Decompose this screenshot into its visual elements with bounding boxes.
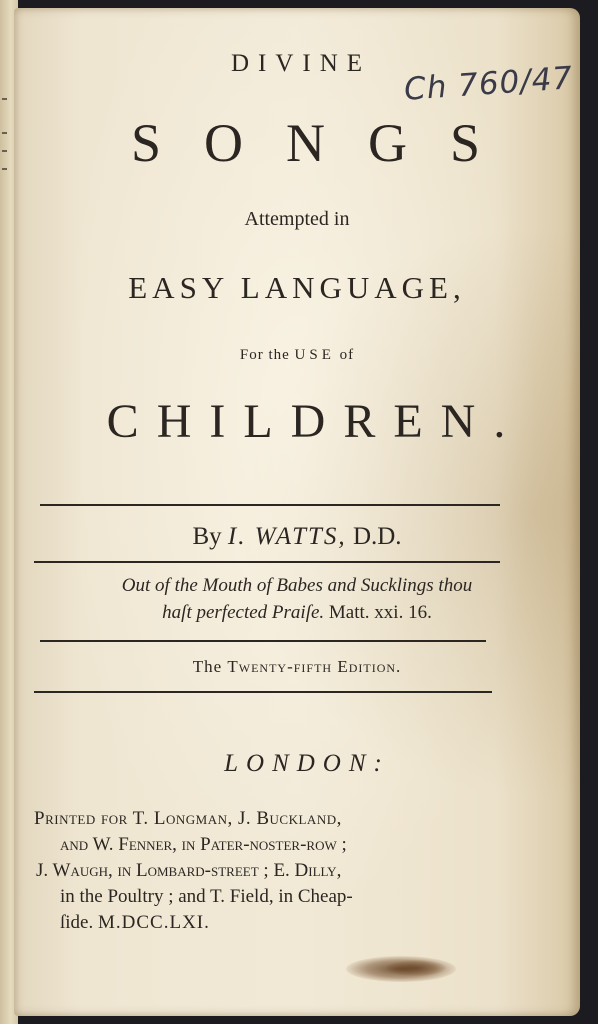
rule-2 — [34, 561, 500, 563]
imprint-side: ſide. — [60, 912, 98, 933]
epigraph-quote-end: haſt perfected Praiſe. — [162, 602, 325, 623]
rule-4 — [34, 691, 492, 693]
title-divine: DIVINE — [230, 50, 372, 77]
imprint-line-4: in the Poultry ; and T. Field, in Cheap- — [60, 886, 353, 907]
for-the-text: For the — [239, 347, 295, 363]
rule-3 — [40, 640, 486, 642]
author-by: By — [192, 523, 228, 550]
imprint-line-5 — [60, 912, 210, 934]
title-songs: SONGS — [130, 113, 524, 173]
imprint-date: M.DCC.LXI. — [98, 912, 210, 933]
author-line — [14, 523, 580, 551]
title-attempted-in: Attempted in — [244, 208, 350, 230]
edition-line — [14, 657, 598, 677]
rule-1 — [40, 504, 500, 506]
author-degree: D.D. — [346, 523, 402, 550]
handwritten-shelfmark: Ch 760/47 — [402, 60, 575, 108]
epigraph-reference: Matt. xxi. 16. — [324, 602, 432, 623]
title-for-the-use-of — [14, 347, 580, 364]
title-children: CHILDREN. — [106, 395, 524, 448]
imprint-city: LONDON: — [224, 750, 390, 777]
author-name: I. WATTS, — [227, 523, 347, 550]
epigraph-line-2 — [14, 602, 598, 624]
title-page — [14, 8, 580, 1016]
use-text: USE — [294, 347, 335, 363]
ink-stain-small — [386, 960, 446, 976]
imprint-line-1: Printed for T. Longman, J. Buckland, — [34, 808, 342, 829]
edition-the: The — [192, 657, 228, 676]
of-text: of — [334, 347, 355, 363]
title-easy-language: EASY LANGUAGE, — [128, 270, 466, 305]
edition-text: Twenty-fifth Edition. — [227, 657, 402, 676]
imprint-line-3: J. Waugh, in Lombard-ſtreet ; E. Dilly, — [36, 860, 342, 881]
imprint-line-2: and W. Fenner, in Pater-noſter-row ; — [60, 834, 347, 855]
epigraph-line-1: Out of the Mouth of Babes and Sucklings thou — [121, 575, 473, 596]
